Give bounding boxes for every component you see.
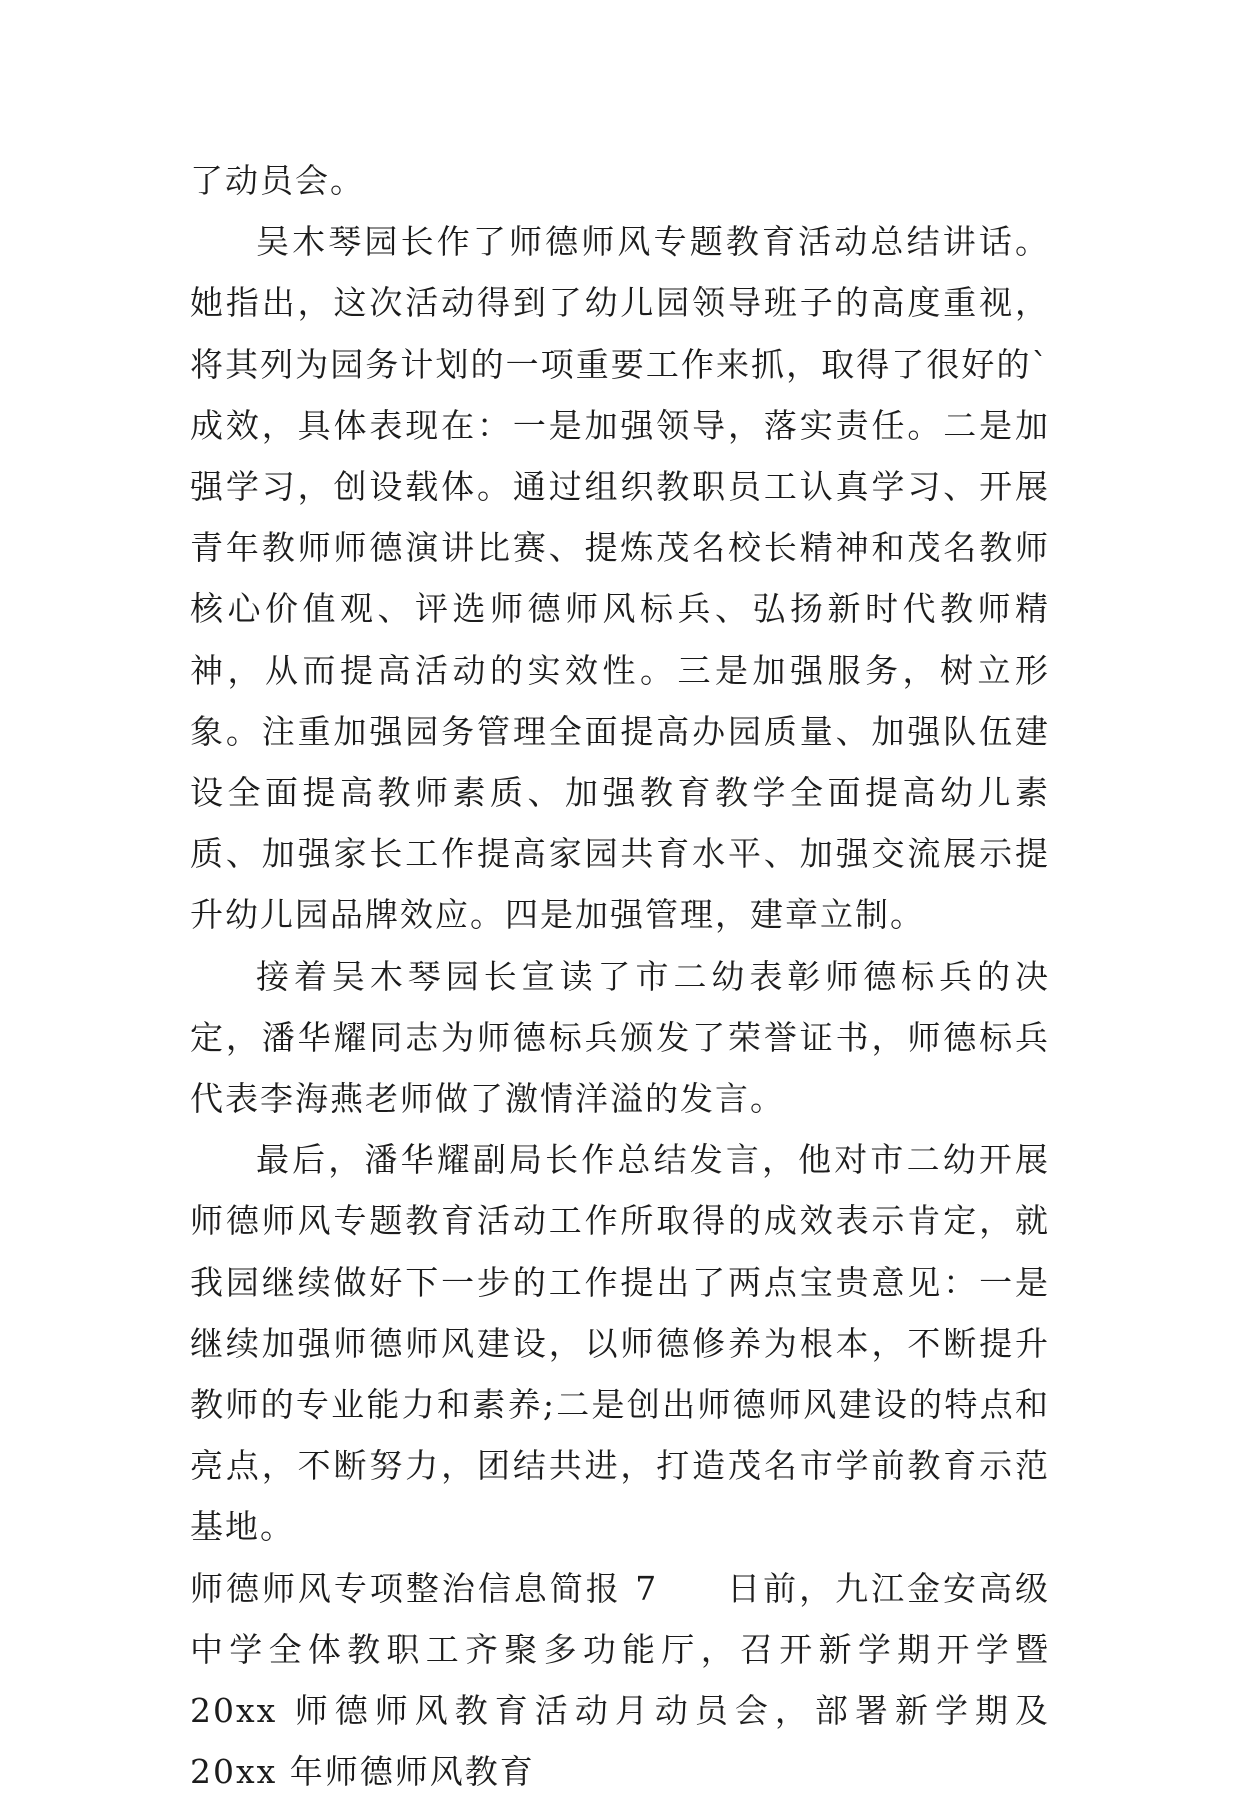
paragraph-continuation: 了动员会。 <box>190 161 365 200</box>
section-text: 日前，九江金安高级中学全体教职工齐聚多功能厅，召开新学期开学暨 20xx 师德师风教育活动月动员会，部署新学期及 20xx 年师德师风教育 <box>190 1568 1050 1792</box>
section-title: 师德师风专项整治信息简报 7 <box>190 1568 659 1608</box>
document-body <box>190 150 1050 1802</box>
section-paragraph <box>190 1558 1050 1802</box>
paragraph-closing-remarks: 最后，潘华耀副局长作总结发言，他对市二幼开展师德师风专题教育活动工作所取得的成效表示肯定，就我园继续做好下一步的工作提出了两点宝贵意见：一是继续加强师德师风建设，以师德修养为根本，不断提升教师的专业能力和素养;二是创出师德师风建设的特点和亮点，不断努力，团结共进，打造茂名市学前教育示范基地。 <box>190 1140 1050 1547</box>
paragraph-award-announcement: 接着吴木琴园长宣读了市二幼表彰师德标兵的决定，潘华耀同志为师德标兵颁发了荣誉证书，师德标兵代表李海燕老师做了激情洋溢的发言。 <box>190 956 1050 1119</box>
paragraph-summary-speech: 吴木琴园长作了师德师风专题教育活动总结讲话。她指出，这次活动得到了幼儿园领导班子的高度重视，将其列为园务计划的一项重要工作来抓，取得了很好的`成效，具体表现在：一是加强领导，落实责任。二是加强学习，创设载体。通过组织教职员工认真学习、开展青年教师师德演讲比赛、提炼茂名校长精神和茂名教师核心价值观、评选师德师风标兵、弘扬新时代教师精神，从而提高活动的实效性。三是加强服务，树立形象。注重加强园务管理全面提高办园质量、加强队伍建设全面提高教师素质、加强教育教学全面提高幼儿素质、加强家长工作提高家园共育水平、加强交流展示提升幼儿园品牌效应。四是加强管理，建章立制。 <box>190 222 1050 935</box>
